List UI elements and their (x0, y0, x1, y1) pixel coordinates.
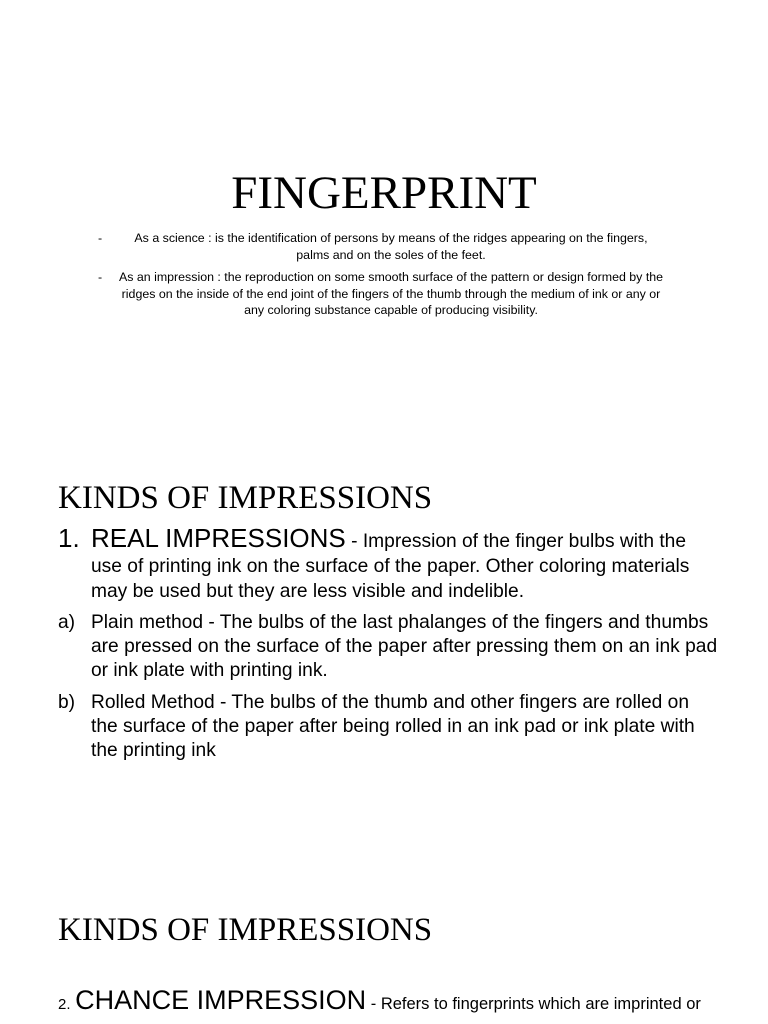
chance-impression-item (58, 986, 738, 1019)
sub-item-label: b) (58, 692, 76, 713)
item-number: 2. (58, 996, 71, 1013)
item-number: 1. (58, 523, 80, 553)
sub-item-label: a) (58, 612, 76, 633)
sub-item-text: Rolled Method - The bulbs of the thumb and other fingers are rolled on the surface of the paper after being rolled in an ink pad or ink plate with the printing ink (91, 692, 695, 761)
item-text: - Impression of the finger bulbs with the use of printing ink on the surface of the paper. Other coloring materials may be used but they are less visible and indelible. (91, 531, 690, 602)
item-heading: CHANCE IMPRESSION (75, 985, 367, 1015)
rolled-method-item (58, 691, 718, 763)
list-dash: - (98, 270, 103, 284)
plain-method-item (58, 611, 718, 683)
definition-science (96, 230, 672, 263)
sub-item-text: Plain method - The bulbs of the last phalanges of the fingers and thumbs are pressed on the surface of the paper after pressing them on an ink pad or ink plate with printing ink. (91, 612, 718, 681)
slide-body (58, 523, 718, 771)
slide-title: FINGERPRINT (231, 167, 537, 219)
definition-text: As an impression : the reproduction on some smooth surface of the pattern or design formed by the ridges on the inside of the end joint of the fingers of the thumb through the medium of ink or any or any coloring substance capable of producing visibility. (118, 270, 664, 317)
definition-impression (96, 269, 672, 319)
item-text: - Refers to fingerprints which are imprinted or (366, 995, 701, 1013)
real-impressions-item (58, 523, 718, 604)
definition-text: As a science : is the identification of persons by means of the ridges appearing on the fingers, palms and on the soles of the feet. (134, 231, 648, 262)
definition-list (96, 230, 672, 325)
list-dash: - (98, 231, 103, 245)
slide-fingerprint (0, 0, 768, 345)
section-title: KINDS OF IMPRESSIONS (58, 480, 433, 516)
item-heading: REAL IMPRESSIONS (91, 523, 346, 553)
slide-kinds-of-impressions-2 (0, 864, 768, 1024)
section-title: KINDS OF IMPRESSIONS (58, 912, 433, 948)
slide-kinds-of-impressions-1 (0, 432, 768, 832)
